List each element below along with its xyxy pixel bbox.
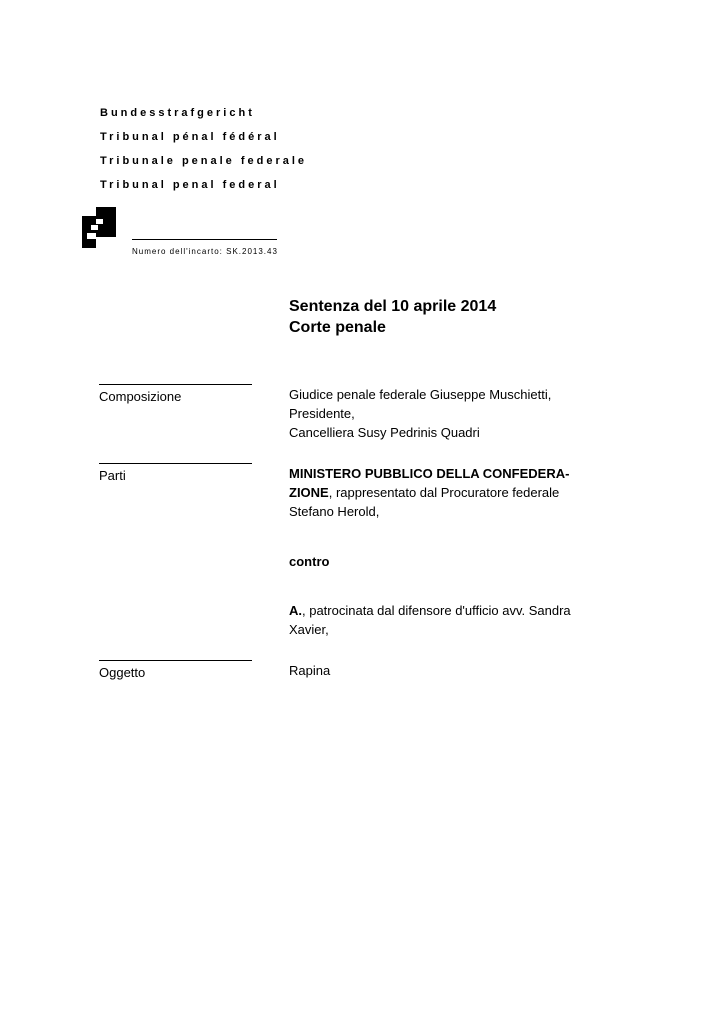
oggetto-label: Oggetto <box>99 665 146 680</box>
case-number-rule <box>132 239 277 240</box>
composizione-line: Presidente, <box>289 406 355 421</box>
plaintiff-line: Stefano Herold, <box>289 504 380 519</box>
composizione-content <box>289 385 609 442</box>
composizione-line: Cancelliera Susy Pedrinis Quadri <box>289 425 480 440</box>
parti-label: Parti <box>99 468 126 483</box>
defendant-name: A. <box>289 603 302 618</box>
swiss-confederation-logo-icon <box>82 207 116 248</box>
parti-plaintiff <box>289 464 609 521</box>
judgment-title-court: Corte penale <box>289 319 386 336</box>
defendant-line: Xavier, <box>289 622 329 637</box>
plaintiff-line <box>289 483 609 502</box>
defendant-line <box>289 601 609 620</box>
court-name-fr: Tribunal pénal fédéral <box>100 131 280 143</box>
composizione-label: Composizione <box>99 389 182 404</box>
defendant-counsel: , patrocinata dal difensore d'ufficio avv. Sandra <box>302 603 571 618</box>
composizione-line: Giudice penale federale Giuseppe Muschietti, <box>289 387 552 402</box>
court-name-rm: Tribunal penal federal <box>100 179 280 191</box>
plaintiff-representation: , rappresentato dal Procuratore federale <box>328 485 560 500</box>
court-name-it: Tribunale penale federale <box>100 155 308 167</box>
judgment-title-date: Sentenza del 10 aprile 2014 <box>289 298 497 315</box>
parti-defendant <box>289 601 609 639</box>
judgment-title <box>289 296 496 338</box>
parti-rule <box>99 463 252 464</box>
case-number: Numero dell'incarto: SK.2013.43 <box>132 247 278 256</box>
contro-text: contro <box>289 554 330 569</box>
court-names <box>100 101 307 197</box>
plaintiff-name-end: ZIONE <box>289 485 329 500</box>
oggetto-value: Rapina <box>289 663 331 678</box>
court-name-de: Bundesstrafgericht <box>100 107 255 119</box>
plaintiff-line: MINISTERO PUBBLICO DELLA CONFEDERA- <box>289 466 570 481</box>
oggetto-rule <box>99 660 252 661</box>
composizione-rule <box>99 384 252 385</box>
